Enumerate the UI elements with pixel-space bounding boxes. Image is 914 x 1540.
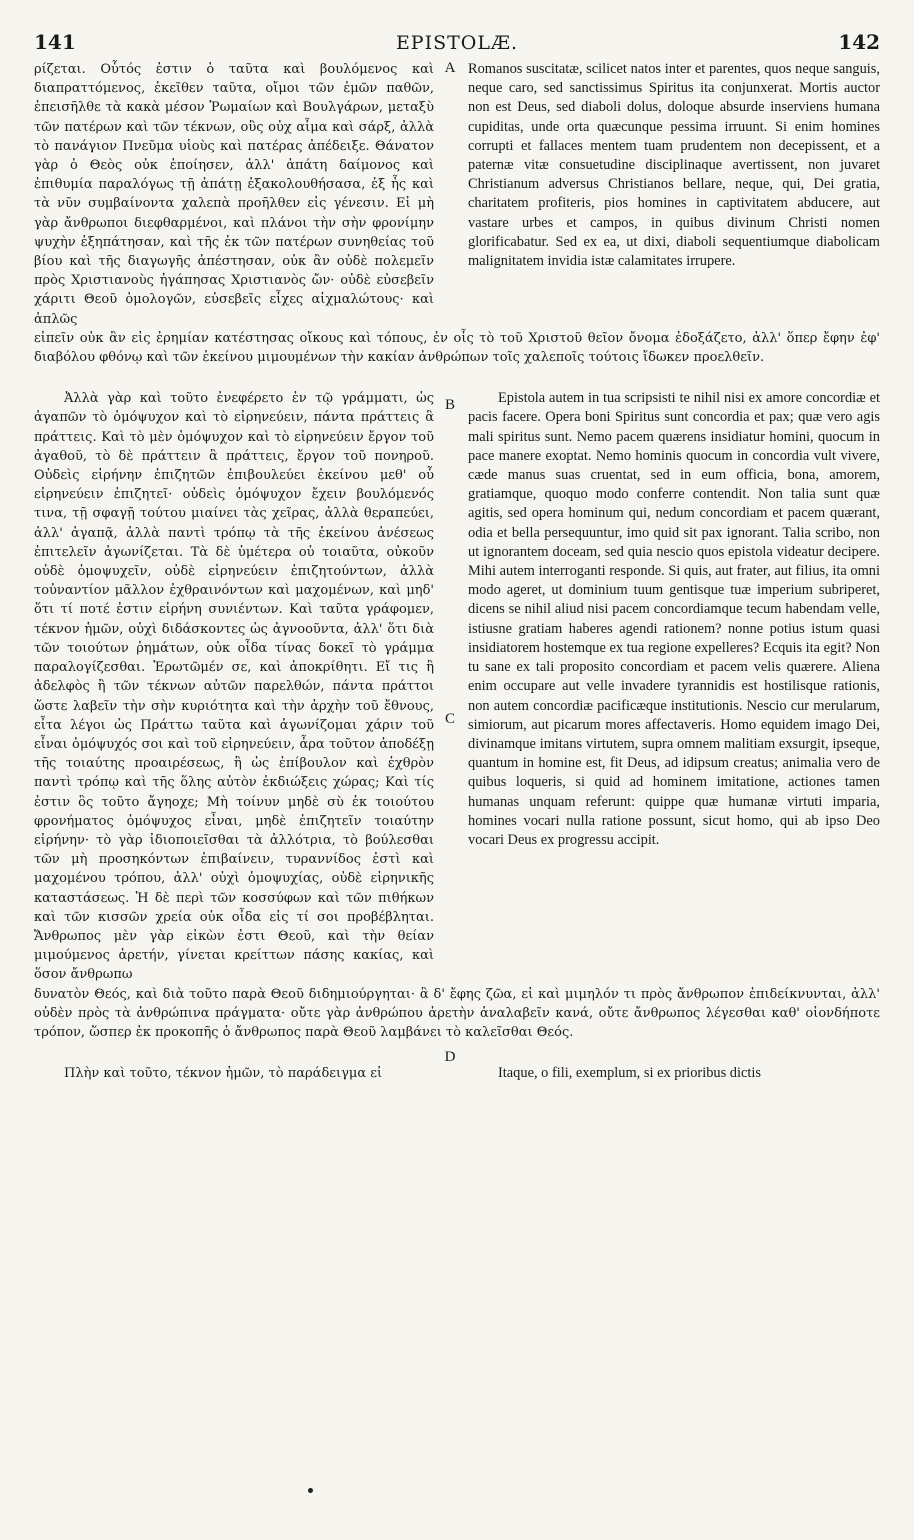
latin-column <box>468 1064 880 1083</box>
page-number-right: 142 <box>838 30 880 54</box>
latin-paragraph: Romanos suscitatæ, scilicet natos inter et parentes, quos neque sanguis, neque caro, sed sanctissimus Spiritus ita conjunxerat. Mortis auctor non est Deus, sed diaboli dolus, doloque absurde inserviens humana cupiditas, unde orta quæcunque pessima irruunt. Si enim homines corrupti et fallaces mentem tuam prudentem non decepissent, et a paternæ vitæ consuetudine disciplinaque avertissent, non juvaret Christianum adversus Christianos bellare, neque, qui, Dei gratia, charitatem profiteris, pios homines in captivitatem abducere, aut vastare urbes et campos, in quibus divinum Christi nomen glorificabatur. Sed ex ea, ut dixi, diaboli sequentiumque diabolicam malignitatem invidia istæ calamitates irrupere. <box>468 61 880 270</box>
margin-marker-a: A <box>444 60 456 76</box>
greek-column <box>34 60 434 329</box>
greek-paragraph: Πλὴν καὶ τοῦτο, τέκνον ἡμῶν, τὸ παράδειγμα εἰ <box>64 1066 383 1082</box>
running-title: EPISTOLÆ. <box>395 32 519 54</box>
ink-dot <box>308 1488 313 1493</box>
section-3 <box>34 1064 880 1083</box>
greek-paragraph: ρίζεται. Οὗτός ἐστιν ὁ ταῦτα καὶ βουλόμενος καὶ διαπραττόμενος, ἐκεῖθεν ταῦτα, οἴμοι τῶν ἐμῶν παθῶν, ἐπεισῆλθε τὰ κακὰ μέσον Ῥωμαίων καὶ Βουλγάρων, μεταξὺ τῶν πατέρων καὶ τῶν τέκνων, οὓς οὐχ αἷμα καὶ σάρξ, ἀλλὰ τὸ πανάγιον Πνεῦμα υἱοὺς καὶ πατέρας ἀπέδειξε. Θάνατον γὰρ ὁ Θεὸς οὐκ ἐποίησεν, ἀλλ' ἀπάτη δαίμονος καὶ ἐπιθυμία παραλόγως τῇ ἀπάτῃ ἐξακολουθήσασα, ἐξ ἧς καὶ τὰ νῦν συμβαίνοντα χαλεπὰ προῆλθεν εἰς γένεσιν. Εἰ μὴ γὰρ ἄνθρωποι διεφθαρμένοι, καὶ πλάνοι τὴν σὴν φρονίμην ψυχὴν ἐξηπάτησαν, καὶ τῆς ἐκ τῶν πατέρων συνηθείας τοῦ βίου καὶ τῆς διαγωγῆς ἀπέστησαν, οὐκ ἂν οὐδὲ πολεμεῖν πρὸς Χριστιανοὺς ἠγάπησας Χριστιανὸς ὤν· οὐδὲ εὐσεβεῖν χάριτι Θεοῦ ὁμολογῶν, εὐσεβεῖς εἶχες αἰχμαλώτους· καὶ ἁπλῶς <box>34 62 434 327</box>
running-header <box>34 26 880 60</box>
greek-column <box>34 1064 434 1083</box>
greek-full-width <box>34 329 880 367</box>
page <box>34 26 880 1516</box>
greek-paragraph: Ἀλλὰ γὰρ καὶ τοῦτο ἐνεφέρετο ἐν τῷ γράμματι, ὡς ἀγαπῶν τὸ ὁμόψυχον καὶ τὸ εἰρηνεύειν, πάντα πράττεις ἃ πράττεις. Καὶ τὸ μὲν ὁμόψυχον καὶ τὸ εἰρηνεύειν ἔργον τοῦ ἀγαθοῦ, τὸ δὲ πράττειν ἃ πράττεις, ἔργον τοῦ πονηροῦ. Οὐδεὶς εἰρήνην ἐπιζητῶν ἐπιβουλεύει ἐκείνου μεθ' οὗ εἰρηνεύειν ἐπιζητεῖ· οὐδεὶς ὁμόψυχον ἔχειν βουλόμενός τινα, τῇ σφαγῇ τούτου μιαίνει τὰς χεῖρας, ἀλλὰ θεραπεύει, ἀλλ' ἀγαπᾷ, ἀλλὰ παντὶ τρόπῳ τὰ τῆς ἐκείνου ἀνέσεως ἐπιτελεῖν ἀγωνίζεται. Τὰ δὲ ὑμέτερα οὐ τοιαῦτα, οὐκοῦν οὐδὲ ὁμοψυχεῖν, οὐδὲ εἰρηνεύειν ἐπιζητούντων, ἀλλὰ τοὐναντίον μᾶλλον ἐχθραινόντων καὶ μαχομένων, καὶ μηδ' ὅτι τί ποτέ ἐστιν εἰρήνη συνιέντων. Καὶ ταῦτα γράφομεν, τέκνον ἡμῶν, οὐχὶ διδάσκοντες ὡς ἀγνοοῦντα, ἀλλ' ὅτι διὰ τῶν τοιούτων ῥημάτων, οὐκ οἶδα τίνας δοκεῖ τὸ γράμμα παραλογίζεσθαι. Ἐρωτῶμέν σε, καὶ ἀποκρίθητι. Εἴ τις ἢ ἀδελφὸς ἢ τῶν τέκνων αὐτῶν παρελθών, πάντα πράττοι ὥστε λαβεῖν τὴν σὴν κυριότητα καὶ τὴν ἀρχὴν τοῦ ἔθνους, εἶτα λέγοι ὡς Πράττω ταῦτα καὶ ἀγωνίζομαι χάριν τοῦ εἶναι ὁμόψυχός σοι καὶ τοῦ εἰρηνεύειν, ἆρα τοῦτον ἀποδέξῃ τῆς τοιαύτης προαιρέσεως, ἢ ὡς ἐπίβουλον καὶ ἐχθρὸν παντὶ τρόπῳ καὶ τῆς ὅλης αὐτὸν ἐκδιώξεις χώρας; Καὶ τίς ἐστιν ὃς τοῦτο ἄγηοχε; Μὴ τοίνυν μηδὲ σὺ ἐκ τοιούτου φρονήματος ὁμόψυχος εἶναι, μηδὲ ἐπιζητεῖν τοιαύτην εἰρήνην· τὸ γὰρ ἰδιοποιεῖσθαι τὰ ἀλλότρια, τὸ βούλεσθαι τῶν μὴ προσηκόντων ἐπιβαίνειν, τυραννίδος ἐστὶ καὶ μαχομένου τρόπου, ἀλλ' οὐχὶ ὁμοψυχίας, οὐδὲ εἰρηνικῆς καταστάσεως. Ἡ δὲ περὶ τῶν κοσσύφων καὶ τῶν πιθήκων καὶ τῶν κισσῶν χρεία οὐκ οἶδα εἰς τί σοι προβέβληται. Ἄνθρωπος μὲν γὰρ εἰκὼν ἐστι Θεοῦ, καὶ τὴν θείαν μιμούμενος ἀρετήν, γίνεται κρείττων πάσης κακίας, καὶ ὅσον ἄνθρωπω <box>34 391 434 983</box>
greek-full-width <box>34 985 880 1043</box>
page-number-left: 141 <box>34 30 76 54</box>
greek-paragraph-full: εἰπεῖν οὐκ ἂν εἰς ἐρημίαν κατέστησας οἴκους καὶ τόπους, ἐν οἷς τὸ τοῦ Χριστοῦ θεῖον ὄνομα ἐδοξάζετο, ἀλλ' ὅπερ ἔφην ἐφ' διαβόλου φθόνῳ καὶ τῶν ἐκείνου μιμουμένων τὴν κακίαν ἀνθρώπων τοῖς χαλεποῖς τούτοις ἴδωκεν προελθεῖν. <box>34 330 880 366</box>
greek-paragraph-full: δυνατὸν Θεός, καὶ διὰ τοῦτο παρὰ Θεοῦ διδημιούργηται· ἃ δ' ἔφης ζῶα, εἰ καὶ μιμηλόν τι πρὸς ἄνθρωπον ἐπιδείκνυνται, ἀλλ' οὐδὲν πρὸς τὰ ἀνθρώπινα πράγματα· οὔτε γὰρ ἀνθρώπου ἀρετὴν ἀναλαβεῖν κανά, οὔτε ἄνθρωπος λέγεσθαι καθ' οἱονδήποτε τρόπον, ὥσπερ ἐκ προκοπῆς ὁ ἄνθρωπος παρὰ Θεοῦ λαμβάνει τὸ καλεῖσθαι Θεός. <box>34 986 880 1040</box>
latin-column <box>468 60 880 329</box>
latin-column <box>468 389 880 984</box>
section-1 <box>34 60 880 329</box>
margin-marker-b: B <box>444 397 455 414</box>
margin-marker-c: C <box>444 711 455 728</box>
latin-paragraph: Itaque, o fili, exemplum, si ex prioribus dictis <box>498 1065 761 1082</box>
latin-paragraph: Epistola autem in tua scripsisti te nihil nisi ex amore concordiæ et pacis facere. Opera boni Spiritus sunt concordia et pax; quæ vero agis mali spiritus sunt. Nemo pacem quærens insidiatur homini, quocum in pace manere exoptat. Nemo hominis quocum in concordia vult vivere, cæde manus suas cruentat, sed in eum officia, bona, amorem, gratiamque, quoquo modo conferre contendit. Non talia sunt quæ agitis, sed opera hominum qui, nedum concordiam et pacem quærant, odia et bella persequuntur, imo quid sit pax ignorant. Talia scribo, non ut ignorantem doceam, sed quia nescio quos epistola videatur decipere. Mihi autem interroganti responde. Si quis, aut frater, aut filius, ita omni modo ageret, ut dominium tuum gentisque tuæ imperium subriperet, dicens se nihil aliud nisi pacem concordiamque tecum habendam velle, istiusne gratiam haberes agendi rationem? nonne potius istum quasi insidiatorem hostemque ex tua regione expelleres? Ecquis ita egit? Non tu sane ex tali proposito concordiam et pacem velis quærere. Aliena enim occupare aut velle invadere tyrannidis est hostilisque rationis, non autem concordiæ pacificæque institutionis. Nescio cur merularum, simiorum, aut picarum mores affectaveris. Homo equidem imago Dei, divinamque imitans virtutem, supra omnem malitiam exsurgit, ipseque, quantum in homine est, fit Deus, ad idipsum creatus; animalia vero de quibus loqueris, si quid ad hominem imitatione, actiones tamen humanas unquam referunt: quippe quæ humanæ virtuti imparia, homines vocari nulla ratione possunt, sicut homo, qui ab ipso Deo vocari Deus ex progressu accipit. <box>468 390 880 848</box>
greek-column <box>34 389 434 984</box>
margin-marker-d: D <box>444 1049 456 1066</box>
